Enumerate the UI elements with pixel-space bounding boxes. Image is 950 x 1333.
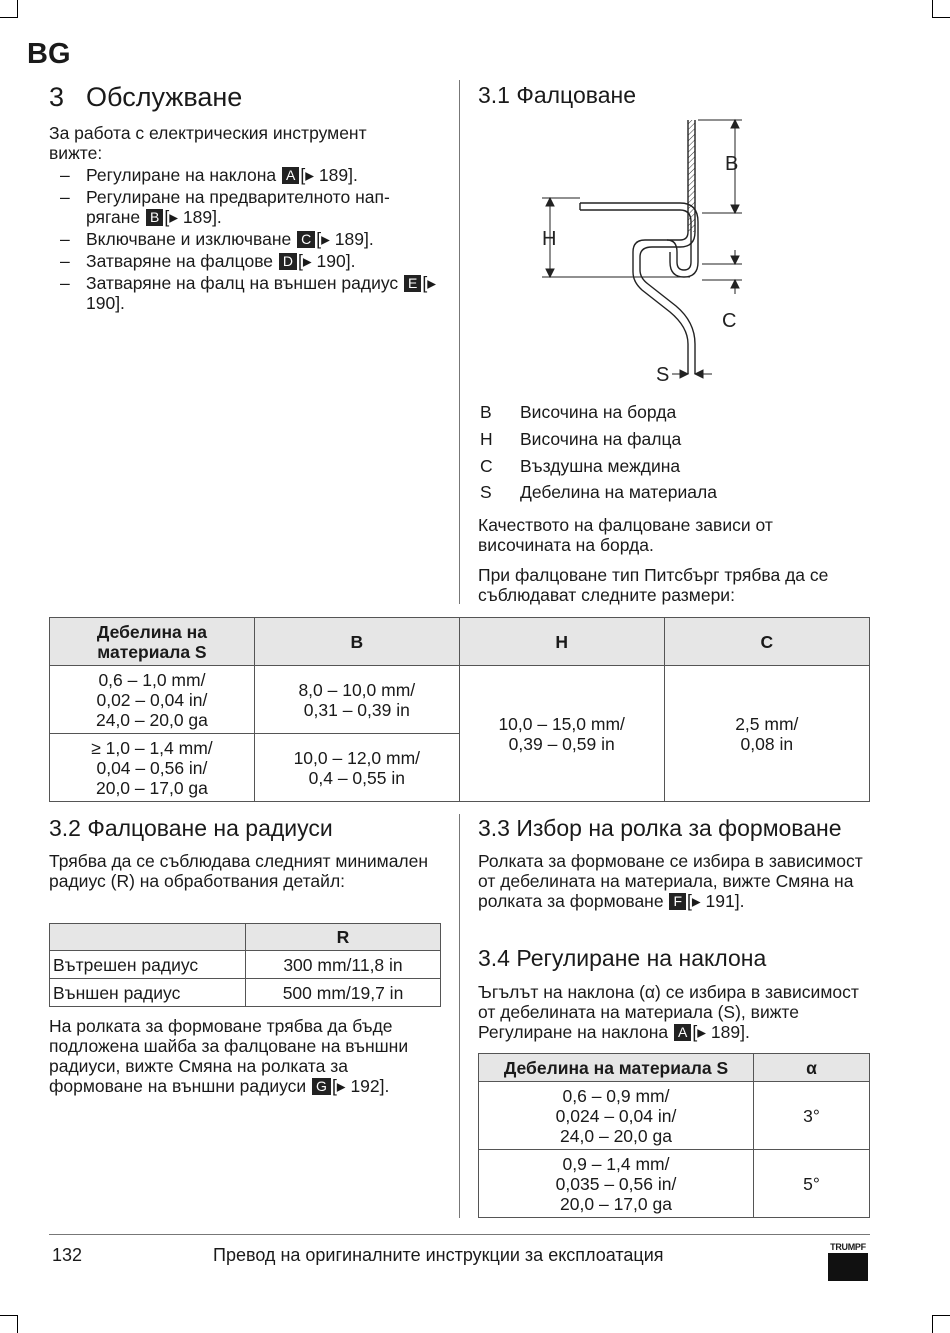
section-3-intro: За работа с електрическия инструмент вижте: (49, 123, 367, 163)
table-header: B (254, 618, 459, 666)
table-cell: 2,5 mm/ 0,08 in (664, 666, 869, 802)
table-cell: 3° (754, 1082, 870, 1150)
page-link[interactable]: [▸ 192]. (331, 1076, 390, 1096)
figure-badge: A (674, 1024, 691, 1041)
reference-list (49, 165, 449, 313)
table-cell: 5° (754, 1150, 870, 1218)
crop-mark (17, 0, 18, 18)
section-3-4-text: Ъгълът на наклона (α) се избира в зависимост от дебелината на материала (S), вижте Регулиране на наклона A [▸ 189]. (478, 982, 859, 1042)
section-3-number: 3 (49, 82, 65, 112)
footer-caption: Превод на оригиналните инструкции за експлоатация (213, 1245, 664, 1265)
table-cell: 0,6 – 1,0 mm/ 0,02 – 0,04 in/ 24,0 – 20,0 ga (50, 666, 255, 734)
table-cell: 8,0 – 10,0 mm/ 0,31 – 0,39 in (254, 666, 459, 734)
table-header: Дебелина на материала S (479, 1054, 754, 1082)
section-3-1-para2: При фалцоване тип Питсбърг трябва да се съблюдават следните размери: (478, 565, 829, 605)
table-header: H (459, 618, 664, 666)
figure-badge: A (282, 167, 299, 184)
page-link[interactable]: [▸ 189]. (300, 165, 358, 185)
table-cell: 300 mm/11,8 in (246, 951, 441, 979)
page-link[interactable]: [▸ 190]. (298, 251, 356, 271)
crop-mark (932, 17, 950, 18)
page-link[interactable]: [▸ 189]. (316, 229, 374, 249)
label-s: S (656, 364, 670, 386)
brand-name: TRUMPF (830, 1242, 866, 1252)
table-header: C (664, 618, 869, 666)
dimensions-table (49, 617, 870, 802)
section-3-title (49, 82, 449, 112)
figure-badge: F (669, 893, 686, 910)
label-b: B (725, 153, 739, 175)
figure-badge: C (297, 231, 315, 248)
label-h: H (542, 228, 557, 250)
table-cell: Вътрешен радиус (50, 951, 246, 979)
section-3-3-title: 3.3 Избор на ролка за формоване (478, 815, 842, 841)
section-3-2-title: 3.2 Фалцоване на радиуси (49, 815, 333, 841)
table-header: R (246, 924, 441, 951)
figure-badge: D (279, 253, 297, 270)
page-link[interactable]: [▸ 191]. (687, 891, 745, 911)
column-divider (459, 814, 460, 1218)
language-code: BG (27, 38, 71, 70)
page-link[interactable]: [▸ 189]. (164, 207, 222, 227)
table-header (50, 924, 246, 951)
table-header: Дебелина на материала S (50, 618, 255, 666)
section-3-4-title: 3.4 Регулиране на наклона (478, 945, 767, 971)
table-cell: 10,0 – 12,0 mm/ 0,4 – 0,55 in (254, 734, 459, 802)
section-3-1-para1: Качеството на фалцоване зависи от височината на борда. (478, 515, 773, 555)
table-cell: Външен радиус (50, 979, 246, 1007)
dimension-lines (542, 120, 742, 378)
list-item: – Включване и изключване C [▸ 189]. (49, 229, 449, 249)
crop-mark (0, 1315, 18, 1316)
section-3-2-intro: Трябва да се съблюдава следният минимален радиус (R) на обработвания детайл: (49, 851, 429, 891)
list-item: – Затваряне на фалцове D [▸ 190]. (49, 251, 449, 271)
crop-mark (17, 1315, 18, 1333)
section-3 (49, 82, 449, 315)
sheet-profile (580, 120, 698, 374)
table-cell: 10,0 – 15,0 mm/ 0,39 – 0,59 in (459, 666, 664, 802)
footer-rule (49, 1234, 870, 1235)
list-item: – Затваряне на фалц на външен радиус E [▸ 190]. (49, 273, 446, 313)
table-cell: 0,9 – 1,4 mm/ 0,035 – 0,56 in/ 20,0 – 17,0 ga (479, 1150, 754, 1218)
table-header: α (754, 1054, 870, 1082)
table-cell: ≥ 1,0 – 1,4 mm/ 0,04 – 0,56 in/ 20,0 – 17,0 ga (50, 734, 255, 802)
label-c: C (722, 310, 737, 332)
page-number: 132 (52, 1245, 83, 1265)
crop-mark (0, 17, 18, 18)
section-3-heading: Обслужване (86, 82, 243, 112)
figure-badge: G (312, 1078, 331, 1095)
section-3-1-title: 3.1 Фалцоване (478, 82, 637, 108)
crop-mark (932, 1315, 933, 1333)
page-link[interactable]: [▸ 190]. (86, 273, 437, 313)
figure-badge: B (146, 209, 163, 226)
brand-logo-block (828, 1253, 868, 1281)
section-3-3-text: Ролката за формоване се избира в зависимост от дебелината на материала, вижте Смяна на ролката за формоване F [▸ 191]. (478, 851, 863, 911)
crop-mark (932, 1315, 950, 1316)
crop-mark (932, 0, 933, 18)
seam-diagram (530, 112, 760, 387)
table-cell: 500 mm/19,7 in (246, 979, 441, 1007)
list-item: – Регулиране на наклона A [▸ 189]. (49, 165, 449, 185)
list-item: – Регулиране на предварителното нап-рягане B [▸ 189]. (49, 187, 406, 227)
figure-badge: E (404, 275, 421, 292)
tilt-angle-table (478, 1053, 870, 1218)
radius-table (49, 923, 441, 1007)
section-3-2-note: На ролката за формоване трябва да бъде подложена шайба за фалцоване на външни радиуси, вижте Смяна на ролката за формоване на външни радиуси G [▸ 192]. (49, 1016, 409, 1096)
page-link[interactable]: [▸ 189]. (692, 1022, 750, 1042)
column-divider (459, 80, 460, 604)
table-cell: 0,6 – 0,9 mm/ 0,024 – 0,04 in/ 24,0 – 20,0 ga (479, 1082, 754, 1150)
